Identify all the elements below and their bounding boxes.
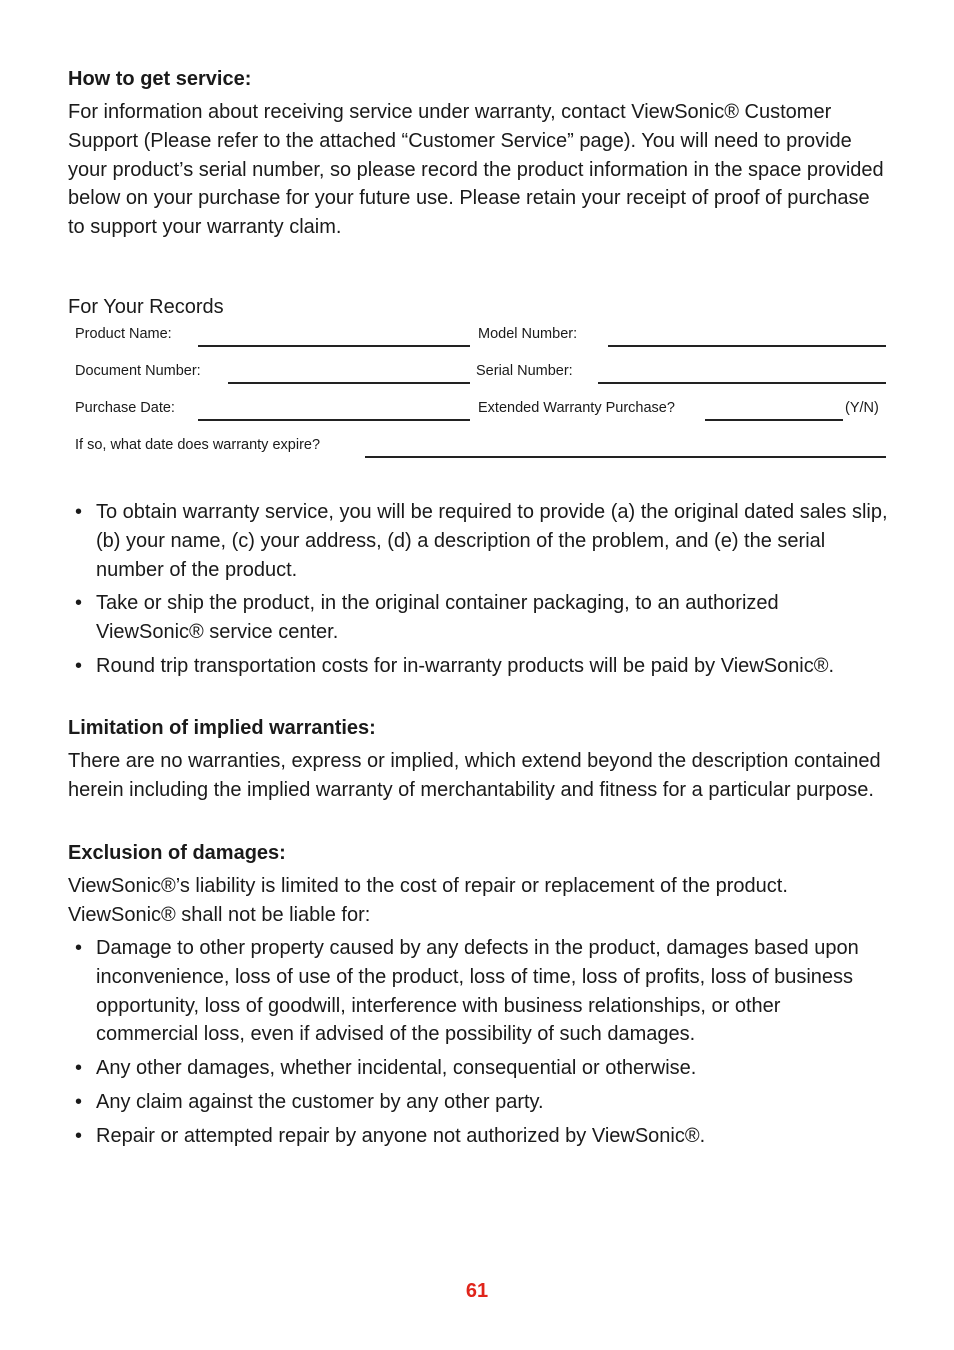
list-item: • Round trip transportation costs for in-warranty products will be paid by ViewSonic®.: [68, 652, 888, 681]
extended-warranty-field[interactable]: [705, 419, 843, 421]
document-number-field[interactable]: [228, 382, 470, 384]
limitation-body: There are no warranties, express or implied, which extend beyond the description contained herein including the implied warranty of merchantability and fitness for a particular purpose.: [68, 749, 881, 801]
model-number-field[interactable]: [608, 345, 886, 347]
bullet-icon: •: [75, 592, 83, 615]
records-row-4: [68, 435, 888, 472]
exclusion-bullet-list: [68, 934, 888, 1151]
yn-label: (Y/N): [845, 399, 879, 416]
service-heading: How to get service:: [68, 68, 252, 90]
records-form: [68, 324, 888, 472]
bullet-icon: •: [75, 1090, 83, 1113]
records-title: For Your Records: [68, 295, 224, 318]
product-name-field[interactable]: [198, 345, 470, 347]
bullet-icon: •: [75, 654, 83, 677]
document-page: [68, 66, 888, 1156]
warranty-expire-label: If so, what date does warranty expire?: [75, 436, 321, 453]
list-item: • Damage to other property caused by any defects in the product, damages based upon inconvenience, loss of use of the product, loss of time, loss of profits, loss of business opportunity, loss of goodwill, interference with business relationships, or other commercial loss, even if advised of the possibility of such damages.: [68, 934, 888, 1049]
bullet-icon: •: [75, 1124, 83, 1147]
list-item: • Repair or attempted repair by anyone not authorized by ViewSonic®.: [68, 1122, 888, 1151]
list-item: • Take or ship the product, in the original container packaging, to an authorized ViewSonic® service center.: [68, 589, 888, 647]
list-item: • To obtain warranty service, you will be required to provide (a) the original dated sales slip, (b) your name, (c) your address, (d) a description of the problem, and (e) the serial number of the product.: [68, 498, 888, 584]
serial-number-label: Serial Number:: [476, 362, 573, 379]
records-row-2: [68, 361, 888, 398]
product-name-label: Product Name:: [75, 325, 172, 342]
document-number-label: Document Number:: [75, 362, 201, 379]
list-item: • Any other damages, whether incidental, consequential or otherwise.: [68, 1054, 888, 1083]
page-number: 61: [465, 1280, 489, 1302]
records-row-3: [68, 398, 888, 435]
model-number-label: Model Number:: [478, 325, 578, 342]
serial-number-field[interactable]: [598, 382, 886, 384]
bullet-icon: •: [75, 500, 83, 523]
bullet-icon: •: [75, 936, 83, 959]
bullet-icon: •: [75, 1057, 83, 1080]
service-bullet-list: [68, 498, 888, 681]
warranty-expire-field[interactable]: [365, 456, 886, 458]
exclusion-heading: Exclusion of damages:: [68, 842, 286, 865]
purchase-date-label: Purchase Date:: [75, 399, 175, 416]
service-body: For information about receiving service under warranty, contact ViewSonic® Customer Support (Please refer to the attached “Customer Service” page). You will need to provide your product’s serial number, so please record the product information in the space provided below on your purchase for your future use. Please retain your receipt of proof of purchase to support your warranty claim.: [68, 101, 884, 239]
exclusion-body: ViewSonic®’s liability is limited to the cost of repair or replacement of the product. ViewSonic® shall not be liable for:: [68, 875, 788, 927]
extended-warranty-label: Extended Warranty Purchase?: [478, 399, 675, 416]
purchase-date-field[interactable]: [198, 419, 470, 421]
limitation-heading: Limitation of implied warranties:: [68, 716, 376, 739]
records-row-1: [68, 324, 888, 361]
list-item: • Any claim against the customer by any other party.: [68, 1088, 888, 1117]
